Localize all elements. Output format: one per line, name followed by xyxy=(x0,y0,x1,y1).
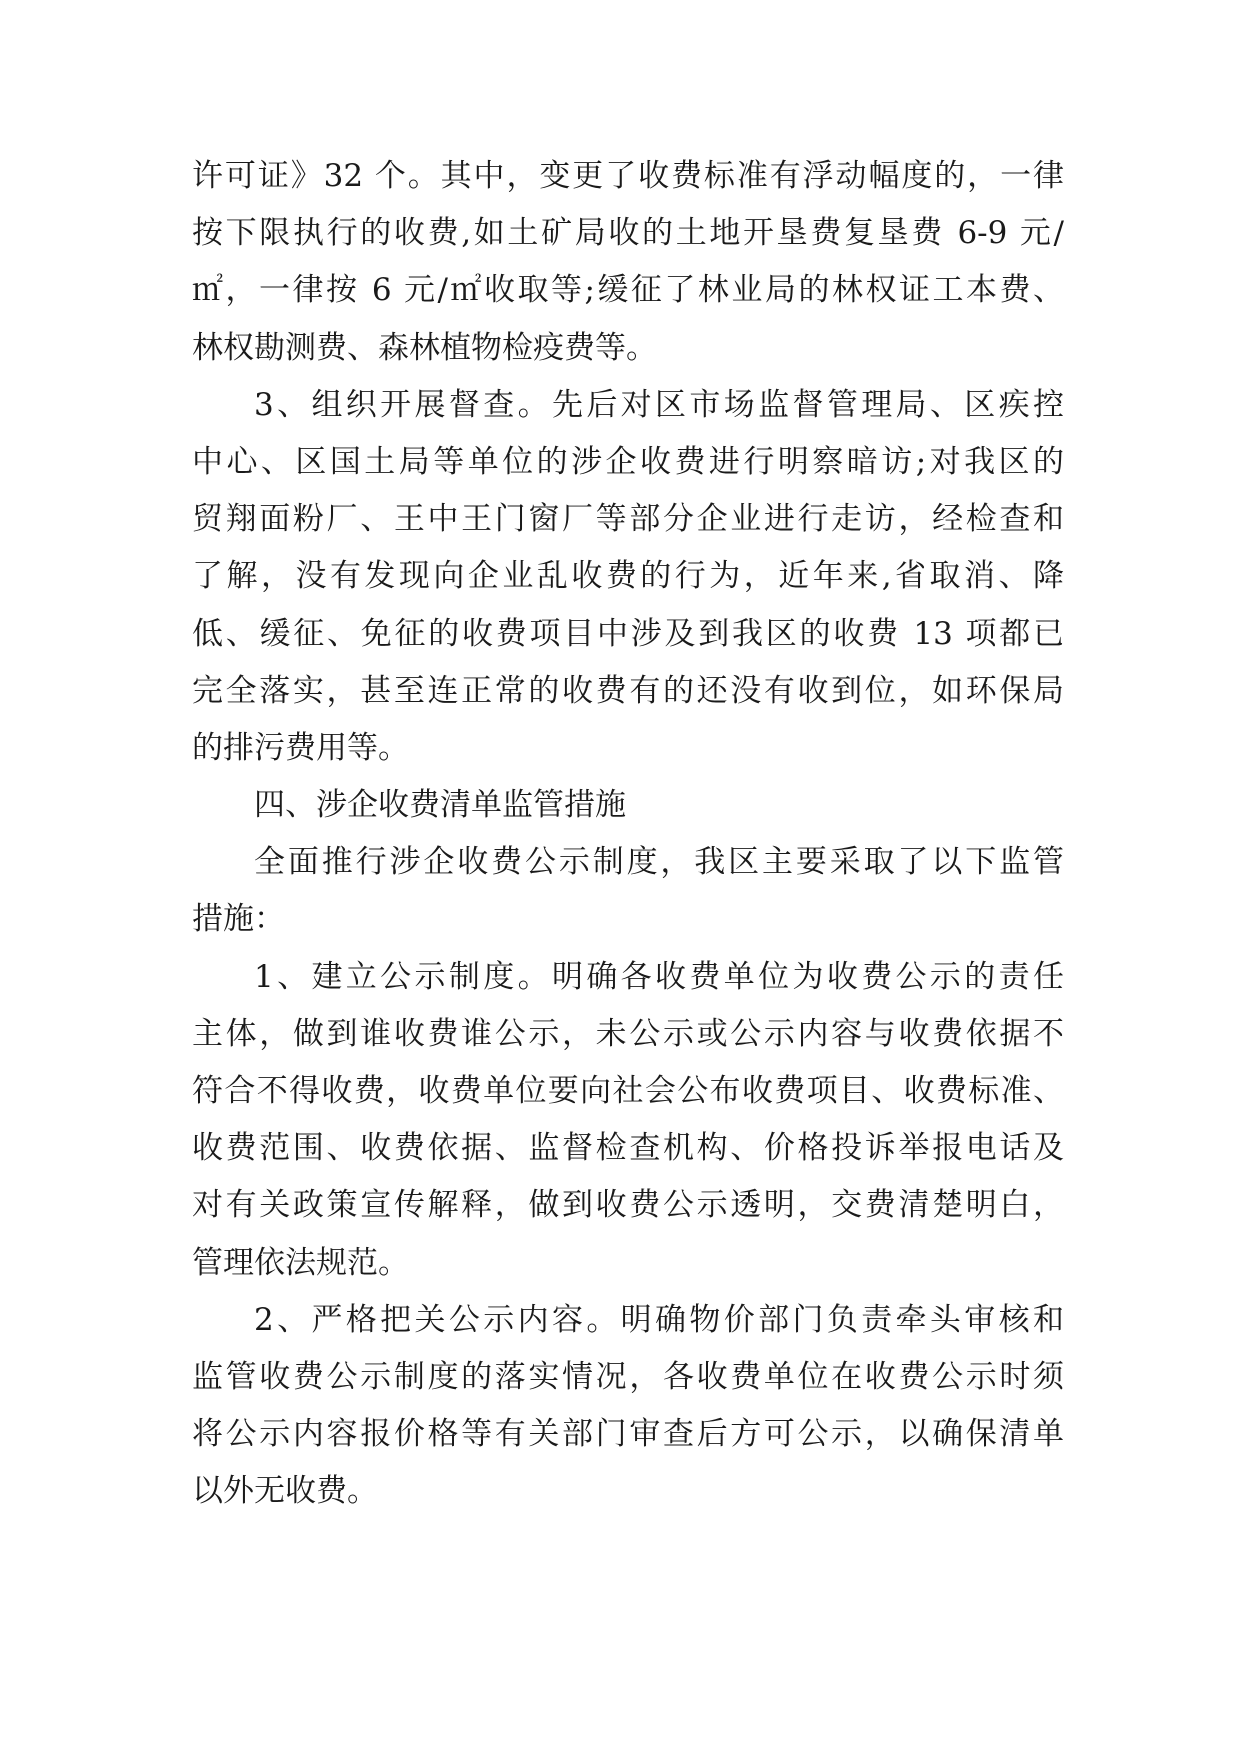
text-line: 按下限执行的收费,如土矿局收的土地开垦费复垦费 6-9 元/ xyxy=(192,215,1064,252)
text-line: 低、缓征、免征的收费项目中涉及到我区的收费 13 项都已 xyxy=(192,615,1064,652)
text-line: 林权勘测费、森林植物检疫费等。 xyxy=(192,329,657,366)
paragraph-heading-line: 3、组织开展督查。先后对区市场监督管理局、区疾控 xyxy=(254,386,1064,423)
text-line: 以外无收费。 xyxy=(192,1473,378,1510)
text-line: 主体，做到谁收费谁公示，未公示或公示内容与收费依据不 xyxy=(192,1015,1064,1052)
text-line: ㎡，一律按 6 元/㎡收取等;缓征了林业局的林权证工本费、 xyxy=(192,272,1064,309)
text-line: 完全落实，甚至连正常的收费有的还没有收到位，如环保局 xyxy=(192,672,1064,709)
document-body xyxy=(192,148,1064,1521)
text-line: 中心、区国土局等单位的涉企收费进行明察暗访;对我区的 xyxy=(192,443,1064,480)
text-line: 贸翔面粉厂、王中王门窗厂等部分企业进行走访，经检查和 xyxy=(192,501,1064,538)
paragraph-heading-line: 1、建立公示制度。明确各收费单位为收费公示的责任 xyxy=(254,958,1064,995)
text-line: 许可证》32 个。其中，变更了收费标准有浮动幅度的，一律 xyxy=(192,158,1064,194)
section-heading: 四、涉企收费清单监管措施 xyxy=(254,787,626,824)
text-line: 管理依法规范。 xyxy=(192,1244,409,1281)
paragraph-heading-line: 2、严格把关公示内容。明确物价部门负责牵头审核和 xyxy=(254,1301,1064,1338)
text-line: 了解，没有发现向企业乱收费的行为，近年来,省取消、降 xyxy=(192,558,1064,595)
text-line: 对有关政策宣传解释，做到收费公示透明，交费清楚明白， xyxy=(192,1187,1064,1224)
text-line: 将公示内容报价格等有关部门审查后方可公示，以确保清单 xyxy=(192,1416,1064,1453)
text-line: 符合不得收费，收费单位要向社会公布收费项目、收费标准、 xyxy=(192,1073,1064,1109)
text-line: 监管收费公示制度的落实情况，各收费单位在收费公示时须 xyxy=(192,1358,1064,1395)
text-line: 措施： xyxy=(192,901,285,938)
paragraph-heading-line: 全面推行涉企收费公示制度，我区主要采取了以下监管 xyxy=(254,844,1064,881)
text-line: 收费范围、收费依据、监督检查机构、价格投诉举报电话及 xyxy=(192,1130,1064,1167)
text-line: 的排污费用等。 xyxy=(192,729,409,766)
